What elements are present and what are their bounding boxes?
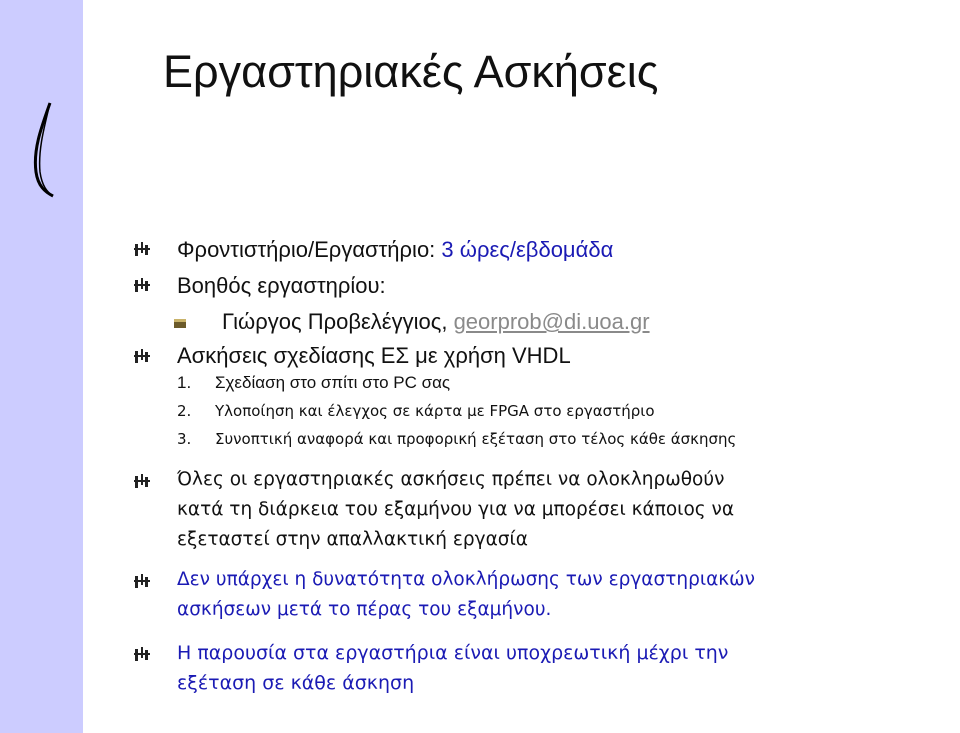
step-text: Σχεδίαση στο σπίτι στο PC σας — [215, 373, 451, 392]
assistant-email-link[interactable]: georprob@di.uoa.gr — [453, 309, 650, 334]
step-text: Υλοποίηση και έλεγχος σε κάρτα με FPGA στο εργαστήριο — [215, 402, 655, 420]
bullet-completion-rule-line3: εξεταστεί στην απαλλακτική εργασία — [177, 529, 528, 550]
assistant-contact — [222, 309, 650, 335]
pin-bullet-icon — [133, 347, 151, 365]
step-number: 2. — [177, 402, 192, 420]
bullet-vhdl-exercises: Ασκήσεις σχεδίασης ΕΣ με χρήση VHDL — [177, 343, 571, 368]
assistant-name: Γιώργος Προβελέγγιος, — [222, 309, 454, 334]
pin-bullet-icon — [133, 572, 151, 590]
bullet-no-late-completion-line2: ασκήσεων μετά το πέρας του εξαμήνου. — [177, 599, 552, 620]
tutorial-hours-value: 3 ώρες/εβδομάδα — [441, 237, 614, 262]
pin-bullet-icon — [133, 240, 151, 258]
small-bullet-icon — [173, 316, 187, 330]
bracket-arc-decoration — [0, 0, 125, 733]
tutorial-label: Φροντιστήριο/Εργαστήριο: — [177, 237, 442, 262]
pin-bullet-icon — [133, 645, 151, 663]
step-3 — [177, 430, 736, 448]
pin-bullet-icon — [133, 472, 151, 490]
bullet-attendance-line1: Η παρουσία στα εργαστήρια είναι υποχρεωτική μέχρι την — [177, 642, 729, 664]
bullet-lab-assistant: Βοηθός εργαστηρίου: — [177, 273, 386, 298]
bullet-completion-rule-line1: Όλες οι εργαστηριακές ασκήσεις πρέπει να ολοκληρωθούν — [177, 469, 725, 490]
step-number: 1. — [177, 373, 192, 392]
step-2 — [177, 402, 655, 420]
step-text: Συνοπτική αναφορά και προφορική εξέταση στο τέλος κάθε άσκησης — [215, 430, 737, 448]
bullet-completion-rule-line2: κατά τη διάρκεια του εξαμήνου για να μπορέσει κάποιος να — [177, 499, 735, 520]
bullet-no-late-completion-line1: Δεν υπάρχει η δυνατότητα ολοκλήρωσης των εργαστηριακών — [177, 569, 755, 590]
step-number: 3. — [177, 430, 192, 448]
slide-title: Εργαστηριακές Ασκήσεις — [163, 46, 659, 97]
bullet-tutorial-hours — [177, 237, 613, 263]
step-1 — [177, 373, 450, 393]
bullet-attendance-line2: εξέταση σε κάθε άσκηση — [177, 672, 415, 694]
pin-bullet-icon — [133, 276, 151, 294]
